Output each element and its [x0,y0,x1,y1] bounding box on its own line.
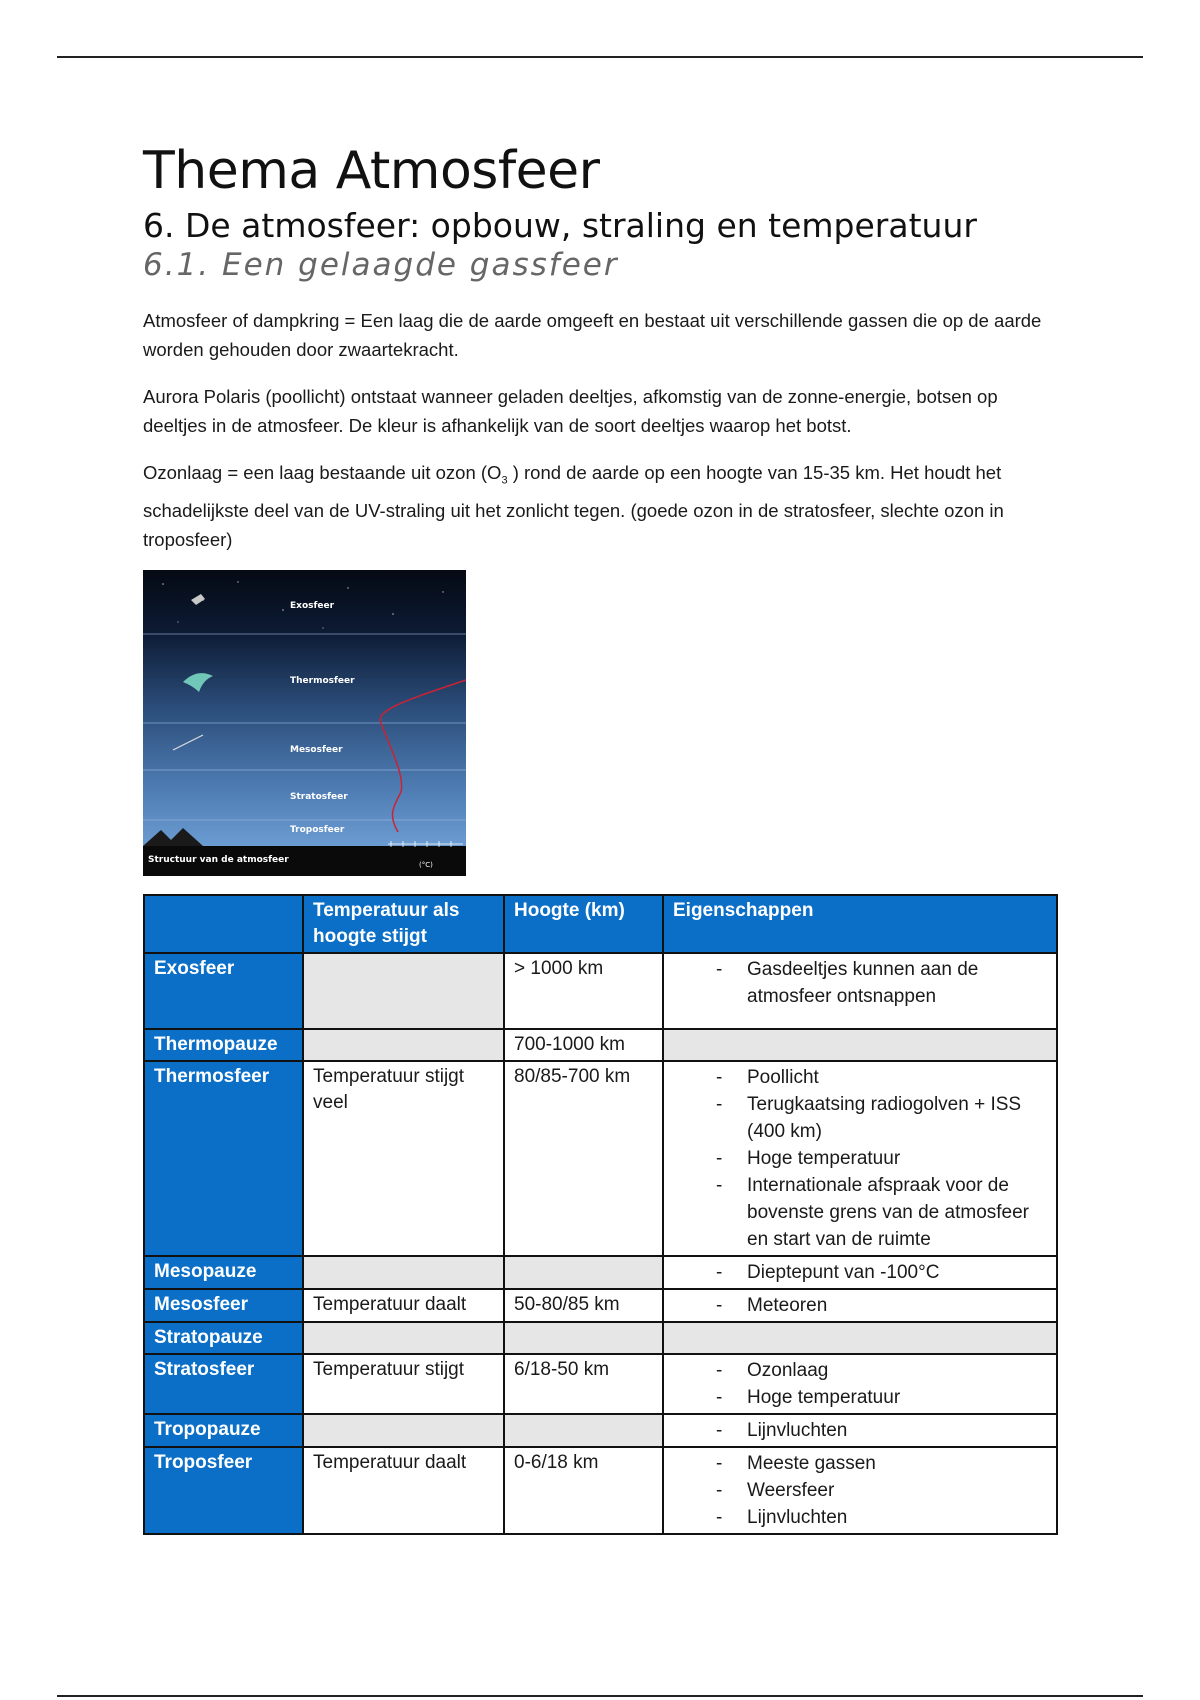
temperature-cell [303,1029,504,1061]
property-item: - Poollicht [673,1064,1047,1091]
height-cell [504,1256,663,1289]
figure-label-mesosfeer: Mesosfeer [290,744,343,755]
layer-name: Exosfeer [144,953,303,1029]
property-item: - Dieptepunt van -100°C [673,1259,1047,1286]
property-item: - Terugkaatsing radiogolven + ISS (400 km) [673,1091,1047,1145]
atmosphere-layers-table [143,894,1058,1535]
property-item: - Lijnvluchten [673,1417,1047,1444]
header-temperature: Temperatuur als hoogte stijgt [303,895,504,953]
figure-unit: (°C) [419,860,433,869]
figure-label-thermosfeer: Thermosfeer [290,675,355,686]
section-heading: 6.1. Een gelaagde gassfeer [143,247,619,283]
height-cell: > 1000 km [504,953,663,1029]
layer-name: Troposfeer [144,1447,303,1534]
top-rule [57,56,1143,58]
table-row [144,1061,1057,1256]
header-properties: Eigenschappen [663,895,1057,953]
properties-cell [663,1322,1057,1354]
properties-cell [663,1447,1057,1534]
layer-name: Thermosfeer [144,1061,303,1256]
height-cell: 700-1000 km [504,1029,663,1061]
table-row [144,1289,1057,1322]
height-cell: 0-6/18 km [504,1447,663,1534]
properties-cell [663,1414,1057,1447]
layer-name: Tropopauze [144,1414,303,1447]
table-row [144,1256,1057,1289]
atmosphere-structure-image [143,570,466,876]
property-item: - Gasdeeltjes kunnen aan de atmosfeer ontsnappen [673,956,1047,1010]
height-cell [504,1322,663,1354]
temperature-cell [303,1414,504,1447]
chapter-heading: 6. De atmosfeer: opbouw, straling en temperatuur [143,206,977,245]
table-row [144,1414,1057,1447]
paragraph-ozonlaag: Ozonlaag = een laag bestaande uit ozon ($O_3$ ) rond de aarde op een hoogte van 15-35 km. Het houdt het schadelijkste deel van de UV-straling uit het zonlicht tegen. (goede ozon in de stratosfeer, slechte ozon in troposfeer) [143,462,1004,550]
header-empty [144,895,303,953]
temperature-cell: Temperatuur daalt [303,1447,504,1534]
temperature-cell: Temperatuur daalt [303,1289,504,1322]
table-row [144,953,1057,1029]
table-row [144,1029,1057,1061]
temperature-cell [303,953,504,1029]
layer-name: Stratopauze [144,1322,303,1354]
properties-cell [663,1354,1057,1414]
height-cell: 50-80/85 km [504,1289,663,1322]
property-item: - Hoge temperatuur [673,1384,1047,1411]
property-item: - Weersfeer [673,1477,1047,1504]
bottom-rule [57,1695,1143,1697]
page-title: Thema Atmosfeer [143,141,600,201]
temperature-cell [303,1322,504,1354]
table-header-row [144,895,1057,953]
property-item: - Internationale afspraak voor de bovenste grens van de atmosfeer en start van de ruimte [673,1172,1047,1253]
properties-cell [663,1061,1057,1256]
height-cell: 6/18-50 km [504,1354,663,1414]
property-item: - Meeste gassen [673,1450,1047,1477]
height-cell [504,1414,663,1447]
temperature-cell: Temperatuur stijgt veel [303,1061,504,1256]
figure-caption: Structuur van de atmosfeer [148,854,289,865]
properties-cell [663,1289,1057,1322]
paragraph-aurora: Aurora Polaris (poollicht) ontstaat wanneer geladen deeltjes, afkomstig van de zonne-energie, botsen op deeltjes in de atmosfeer. De kleur is afhankelijk van de soort deeltjes waarop het botst. [143,386,998,436]
height-cell: 80/85-700 km [504,1061,663,1256]
temperature-cell [303,1256,504,1289]
figure-label-troposfeer: Troposfeer [290,824,345,835]
properties-cell [663,1256,1057,1289]
paragraph-atmosfeer: Atmosfeer of dampkring = Een laag die de aarde omgeeft en bestaat uit verschillende gassen die op de aarde worden gehouden door zwaartekracht. [143,310,1042,360]
table-row [144,1447,1057,1534]
header-height: Hoogte (km) [504,895,663,953]
layer-name: Thermopauze [144,1029,303,1061]
layer-name: Mesopauze [144,1256,303,1289]
properties-cell [663,953,1057,1029]
figure-label-stratosfeer: Stratosfeer [290,791,348,802]
table-row [144,1322,1057,1354]
table-row [144,1354,1057,1414]
layer-name: Mesosfeer [144,1289,303,1322]
property-item: - Lijnvluchten [673,1504,1047,1531]
property-item: - Meteoren [673,1292,1047,1319]
layer-name: Stratosfeer [144,1354,303,1414]
temperature-cell: Temperatuur stijgt [303,1354,504,1414]
document-body [143,140,1058,1535]
properties-cell [663,1029,1057,1061]
property-item: - Ozonlaag [673,1357,1047,1384]
property-item: - Hoge temperatuur [673,1145,1047,1172]
figure-label-exosfeer: Exosfeer [290,600,335,611]
